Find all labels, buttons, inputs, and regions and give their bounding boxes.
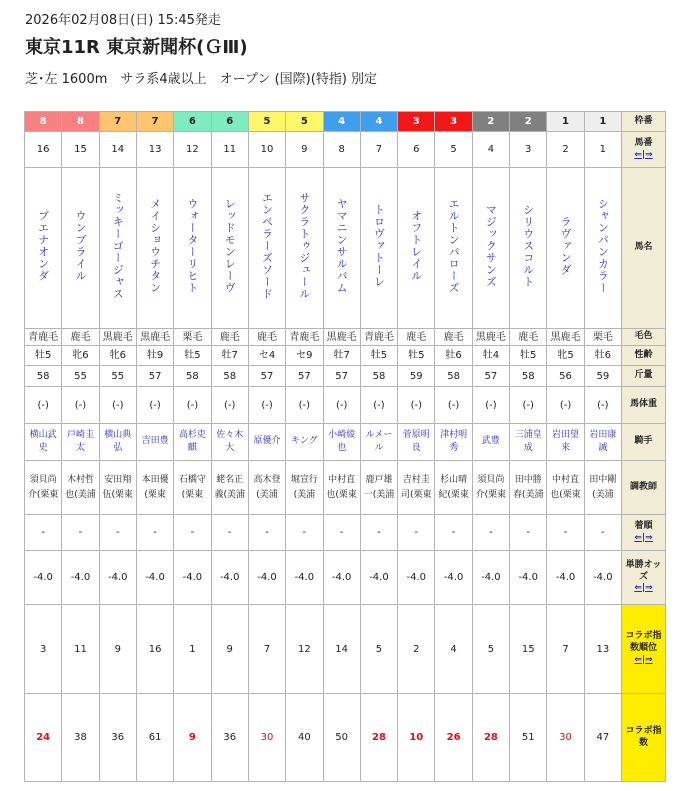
trainer-name: 堀宣行(美浦 xyxy=(290,475,318,500)
jockey-header: 騎手 xyxy=(622,424,666,461)
trainer-cell xyxy=(472,461,509,515)
bodyweight-cell: (-) xyxy=(510,387,547,424)
weight-cell: 55 xyxy=(62,366,99,387)
collab-rank-header xyxy=(622,605,666,694)
trainer-cell xyxy=(62,461,99,515)
trainer-name: 中村直也(栗東 xyxy=(326,475,357,500)
finish-cell: - xyxy=(323,515,360,551)
umaban-cell: 3 xyxy=(510,132,547,168)
finish-sort-link[interactable]: ⇐|⇒ xyxy=(634,532,653,543)
finish-cell: - xyxy=(435,515,472,551)
trainer-cell xyxy=(25,461,62,515)
trainer-name: 石橋守(栗東 xyxy=(178,475,206,500)
sexage-cell: 牡4 xyxy=(472,346,509,366)
jockey-name-link[interactable]: 岩田康誠 xyxy=(589,429,617,453)
jockey-name-link[interactable]: 三浦皇成 xyxy=(514,429,542,453)
collab-cell: 26 xyxy=(435,694,472,782)
odds-cell: -4.0 xyxy=(435,551,472,605)
race-datetime: 2026年02月08日(日) 15:45発走 xyxy=(25,13,221,28)
finish-row xyxy=(25,515,666,551)
jockey-cell xyxy=(398,424,435,461)
sexage-cell: 牡7 xyxy=(323,346,360,366)
jockey-name-link[interactable]: キング xyxy=(290,436,318,447)
umaban-cell: 14 xyxy=(99,132,136,168)
waku-cell: 3 xyxy=(435,112,472,132)
waku-cell: 2 xyxy=(472,112,509,132)
horse-name-link[interactable]: ミッキーゴージャス xyxy=(111,192,125,300)
horse-name-link[interactable]: ウンブライル xyxy=(73,210,87,282)
waku-cell: 5 xyxy=(286,112,323,132)
bodyweight-header: 馬体重 xyxy=(622,387,666,424)
trainer-cell xyxy=(510,461,547,515)
horse-name-link[interactable]: レッドモンレーヴ xyxy=(223,198,237,294)
coat-cell: 栗毛 xyxy=(584,329,621,346)
finish-cell: - xyxy=(286,515,323,551)
collab-rank-cell: 14 xyxy=(323,605,360,694)
collab-cell: 24 xyxy=(25,694,62,782)
finish-cell: - xyxy=(174,515,211,551)
horse-name-cell xyxy=(435,168,472,329)
finish-cell: - xyxy=(25,515,62,551)
finish-cell: - xyxy=(62,515,99,551)
jockey-name-link[interactable]: 菅原明良 xyxy=(402,429,430,453)
jockey-cell xyxy=(584,424,621,461)
odds-cell: -4.0 xyxy=(248,551,285,605)
coat-cell: 青鹿毛 xyxy=(25,329,62,346)
bodyweight-cell: (-) xyxy=(286,387,323,424)
horse-name-link[interactable]: ウォーターリヒト xyxy=(185,198,199,294)
coat-cell: 鹿毛 xyxy=(435,329,472,346)
umaban-cell: 11 xyxy=(211,132,248,168)
sexage-cell: 牡5 xyxy=(360,346,397,366)
bodyweight-cell: (-) xyxy=(25,387,62,424)
trainer-name: 高木登(美浦 xyxy=(253,475,281,500)
horse-name-link[interactable]: マジックサンズ xyxy=(484,204,498,288)
collab-rank-cell: 1 xyxy=(174,605,211,694)
umaban-sort-link[interactable]: ⇐|⇒ xyxy=(634,149,653,160)
waku-cell: 8 xyxy=(62,112,99,132)
odds-cell: -4.0 xyxy=(323,551,360,605)
trainer-name: 安田翔伍(栗東 xyxy=(102,475,134,500)
trainer-name: 鹿戸雄一(美浦 xyxy=(363,475,395,500)
weight-cell: 56 xyxy=(547,366,584,387)
trainer-name: 田中剛(美浦 xyxy=(589,475,617,500)
weight-cell: 58 xyxy=(211,366,248,387)
horse-name-link[interactable]: ラヴァンダ xyxy=(559,216,573,276)
horse-name-link[interactable]: ブエナオンダ xyxy=(36,210,50,282)
coat-row xyxy=(25,329,666,346)
sexage-cell: 牡7 xyxy=(211,346,248,366)
odds-cell: -4.0 xyxy=(286,551,323,605)
waku-cell: 2 xyxy=(510,112,547,132)
jockey-cell xyxy=(62,424,99,461)
horse-name-cell xyxy=(99,168,136,329)
trainer-name: 杉山晴紀(栗東 xyxy=(438,475,469,500)
odds-cell: -4.0 xyxy=(99,551,136,605)
horse-name-link[interactable]: シリウスコルト xyxy=(521,204,535,288)
horse-name-cell xyxy=(25,168,62,329)
odds-row xyxy=(25,551,666,605)
sexage-cell: 牡5 xyxy=(398,346,435,366)
finish-cell: - xyxy=(547,515,584,551)
odds-header xyxy=(622,551,666,605)
weight-cell: 58 xyxy=(510,366,547,387)
weight-cell: 58 xyxy=(360,366,397,387)
waku-cell: 7 xyxy=(136,112,173,132)
jockey-name-link[interactable]: 横山典弘 xyxy=(104,429,132,453)
trainer-cell xyxy=(398,461,435,515)
sexage-cell: 牡6 xyxy=(435,346,472,366)
odds-sort-link[interactable]: ⇐|⇒ xyxy=(634,583,653,594)
weight-cell: 58 xyxy=(435,366,472,387)
finish-header xyxy=(622,515,666,551)
jockey-name-link[interactable]: 吉田豊 xyxy=(141,436,169,447)
waku-header: 枠番 xyxy=(622,112,666,132)
jockey-cell xyxy=(174,424,211,461)
collab-cell: 36 xyxy=(99,694,136,782)
collab-rank-cell: 11 xyxy=(62,605,99,694)
waku-cell: 4 xyxy=(360,112,397,132)
trainer-name: 中村直也(栗東 xyxy=(550,475,581,500)
waku-cell: 5 xyxy=(248,112,285,132)
collab-rank-cell: 9 xyxy=(99,605,136,694)
collab-rank-cell: 16 xyxy=(136,605,173,694)
finish-cell: - xyxy=(99,515,136,551)
coat-cell: 青鹿毛 xyxy=(360,329,397,346)
race-conditions: 芝･左 1600m サラ系4歳以上 オープン (国際)(特指) 別定 xyxy=(25,72,378,87)
horse-name-link[interactable]: トロヴァトーレ xyxy=(372,204,386,288)
waku-cell: 6 xyxy=(211,112,248,132)
race-title: 東京11R 東京新聞杯(ＧⅢ) xyxy=(25,37,248,58)
horse-name-cell xyxy=(136,168,173,329)
coat-cell: 黒鹿毛 xyxy=(99,329,136,346)
weight-cell: 57 xyxy=(136,366,173,387)
odds-cell: -4.0 xyxy=(510,551,547,605)
trainer-name: 田中勝春(美浦 xyxy=(512,475,544,500)
jockey-name-link[interactable]: 原優介 xyxy=(253,436,281,447)
jockey-cell xyxy=(435,424,472,461)
weight-header: 斤量 xyxy=(622,366,666,387)
coat-cell: 鹿毛 xyxy=(211,329,248,346)
collab-rank-cell: 5 xyxy=(360,605,397,694)
jockey-name-link[interactable]: ルメール xyxy=(365,429,393,453)
trainer-name: 蛯名正義(美浦 xyxy=(214,475,245,500)
umaban-cell: 7 xyxy=(360,132,397,168)
odds-cell: -4.0 xyxy=(174,551,211,605)
trainer-cell xyxy=(360,461,397,515)
waku-cell: 6 xyxy=(174,112,211,132)
odds-cell: -4.0 xyxy=(360,551,397,605)
waku-row xyxy=(25,112,666,132)
jockey-cell xyxy=(211,424,248,461)
jockey-row xyxy=(25,424,666,461)
collab-cell: 61 xyxy=(136,694,173,782)
collab-rank-sort-link[interactable]: ⇐|⇒ xyxy=(634,654,653,665)
collab-header: コラボ指数 xyxy=(622,694,666,782)
collab-rank-cell: 5 xyxy=(472,605,509,694)
jockey-cell xyxy=(510,424,547,461)
trainer-name: 木村哲也(美浦 xyxy=(65,475,96,500)
collab-rank-cell: 2 xyxy=(398,605,435,694)
trainer-name: 須貝尚介(栗東 xyxy=(27,475,59,500)
weight-cell: 57 xyxy=(286,366,323,387)
bodyweight-cell: (-) xyxy=(547,387,584,424)
collab-cell: 38 xyxy=(62,694,99,782)
collab-cell: 51 xyxy=(510,694,547,782)
jockey-cell xyxy=(136,424,173,461)
jockey-name-link[interactable]: 戸崎圭太 xyxy=(66,429,94,453)
trainer-cell xyxy=(136,461,173,515)
collab-cell: 9 xyxy=(174,694,211,782)
waku-cell: 1 xyxy=(547,112,584,132)
race-entry-table xyxy=(24,111,666,782)
weight-cell: 57 xyxy=(248,366,285,387)
horse-name-link[interactable]: メイショウチタン xyxy=(148,198,162,294)
jockey-cell xyxy=(286,424,323,461)
trainer-cell xyxy=(435,461,472,515)
umaban-cell: 6 xyxy=(398,132,435,168)
collab-rank-row xyxy=(25,605,666,694)
umaban-cell: 16 xyxy=(25,132,62,168)
weight-cell: 57 xyxy=(323,366,360,387)
weight-cell: 58 xyxy=(25,366,62,387)
trainer-cell xyxy=(286,461,323,515)
collab-rank-cell: 15 xyxy=(510,605,547,694)
collab-cell: 36 xyxy=(211,694,248,782)
weight-cell: 57 xyxy=(472,366,509,387)
trainer-name: 本田優(栗東 xyxy=(141,475,169,500)
horse-name-cell xyxy=(398,168,435,329)
collab-rank-cell: 3 xyxy=(25,605,62,694)
finish-cell: - xyxy=(248,515,285,551)
horse-name-cell xyxy=(472,168,509,329)
jockey-cell xyxy=(547,424,584,461)
sexage-cell: 牡5 xyxy=(510,346,547,366)
trainer-cell xyxy=(211,461,248,515)
bodyweight-cell: (-) xyxy=(398,387,435,424)
finish-cell: - xyxy=(510,515,547,551)
bodyweight-cell: (-) xyxy=(136,387,173,424)
bodyweight-cell: (-) xyxy=(174,387,211,424)
odds-cell: -4.0 xyxy=(62,551,99,605)
weight-cell: 55 xyxy=(99,366,136,387)
odds-cell: -4.0 xyxy=(136,551,173,605)
trainer-name: 須貝尚介(栗東 xyxy=(475,475,507,500)
horse-name-cell xyxy=(360,168,397,329)
waku-cell: 8 xyxy=(25,112,62,132)
horse-name-cell xyxy=(248,168,285,329)
trainer-cell xyxy=(248,461,285,515)
odds-cell: -4.0 xyxy=(547,551,584,605)
coat-cell: 鹿毛 xyxy=(248,329,285,346)
horse-name-cell xyxy=(510,168,547,329)
finish-cell: - xyxy=(584,515,621,551)
sexage-cell: 牡5 xyxy=(174,346,211,366)
bodyweight-cell: (-) xyxy=(435,387,472,424)
coat-cell: 黒鹿毛 xyxy=(323,329,360,346)
horse-name-cell xyxy=(547,168,584,329)
umaban-cell: 12 xyxy=(174,132,211,168)
horse-name-cell xyxy=(211,168,248,329)
horse-name-cell xyxy=(62,168,99,329)
coat-cell: 栗毛 xyxy=(174,329,211,346)
jockey-cell xyxy=(248,424,285,461)
bodyweight-cell: (-) xyxy=(323,387,360,424)
umaban-cell: 4 xyxy=(472,132,509,168)
umaban-cell: 1 xyxy=(584,132,621,168)
trainer-cell xyxy=(584,461,621,515)
umaban-cell: 2 xyxy=(547,132,584,168)
horse-name-link[interactable]: エンペラーズソード xyxy=(260,192,274,300)
collab-cell: 30 xyxy=(547,694,584,782)
collab-cell: 28 xyxy=(472,694,509,782)
coat-cell: 黒鹿毛 xyxy=(547,329,584,346)
coat-cell: 鹿毛 xyxy=(62,329,99,346)
trainer-cell xyxy=(174,461,211,515)
horse-name-cell xyxy=(174,168,211,329)
bodyweight-cell: (-) xyxy=(472,387,509,424)
sexage-header: 性齢 xyxy=(622,346,666,366)
horse-name-cell xyxy=(323,168,360,329)
umaban-cell: 15 xyxy=(62,132,99,168)
coat-cell: 黒鹿毛 xyxy=(136,329,173,346)
bodyweight-cell: (-) xyxy=(584,387,621,424)
collab-rank-cell: 12 xyxy=(286,605,323,694)
collab-cell: 30 xyxy=(248,694,285,782)
trainer-cell xyxy=(323,461,360,515)
jockey-cell xyxy=(25,424,62,461)
trainer-cell xyxy=(547,461,584,515)
collab-rank-cell: 13 xyxy=(584,605,621,694)
name-header: 馬名 xyxy=(622,168,666,329)
coat-cell: 青鹿毛 xyxy=(286,329,323,346)
odds-cell: -4.0 xyxy=(398,551,435,605)
waku-cell: 1 xyxy=(584,112,621,132)
horse-name-link[interactable]: オフトレイル xyxy=(409,210,423,282)
umaban-cell: 13 xyxy=(136,132,173,168)
bodyweight-cell: (-) xyxy=(211,387,248,424)
coat-header: 毛色 xyxy=(622,329,666,346)
sexage-cell: セ9 xyxy=(286,346,323,366)
umaban-row xyxy=(25,132,666,168)
collab-rank-cell: 4 xyxy=(435,605,472,694)
collab-rank-cell: 9 xyxy=(211,605,248,694)
collab-cell: 40 xyxy=(286,694,323,782)
weight-cell: 59 xyxy=(398,366,435,387)
sexage-cell: セ4 xyxy=(248,346,285,366)
weight-cell: 58 xyxy=(174,366,211,387)
finish-cell: - xyxy=(211,515,248,551)
finish-label: 着順 xyxy=(634,520,653,531)
horse-name-link[interactable]: エルトンバローズ xyxy=(447,198,461,294)
bodyweight-cell: (-) xyxy=(248,387,285,424)
finish-cell: - xyxy=(136,515,173,551)
horse-name-link[interactable]: シャンパンカラー xyxy=(596,198,610,294)
jockey-name-link[interactable]: 武豊 xyxy=(481,436,500,447)
odds-label: 単勝オッズ xyxy=(625,559,662,582)
waku-cell: 7 xyxy=(99,112,136,132)
waku-cell: 4 xyxy=(323,112,360,132)
sexage-cell: 牡6 xyxy=(584,346,621,366)
weight-row xyxy=(25,366,666,387)
jockey-name-link[interactable]: 佐々木大 xyxy=(216,429,244,453)
collab-cell: 47 xyxy=(584,694,621,782)
sexage-cell: 牝5 xyxy=(547,346,584,366)
trainer-cell xyxy=(99,461,136,515)
jockey-name-link[interactable]: 小崎綾也 xyxy=(328,429,356,453)
waku-cell: 3 xyxy=(398,112,435,132)
bodyweight-cell: (-) xyxy=(99,387,136,424)
jockey-name-link[interactable]: 岩田望来 xyxy=(552,429,580,453)
horse-name-link[interactable]: サクラトゥジュール xyxy=(297,192,311,300)
jockey-name-link[interactable]: 横山武史 xyxy=(29,429,57,453)
jockey-cell xyxy=(99,424,136,461)
collab-rank-cell: 7 xyxy=(547,605,584,694)
odds-cell: -4.0 xyxy=(584,551,621,605)
umaban-cell: 8 xyxy=(323,132,360,168)
sexage-cell: 牡9 xyxy=(136,346,173,366)
collab-rank-cell: 7 xyxy=(248,605,285,694)
umaban-label: 馬番 xyxy=(634,137,653,148)
odds-cell: -4.0 xyxy=(25,551,62,605)
jockey-name-link[interactable]: 津村明秀 xyxy=(440,429,468,453)
collab-cell: 28 xyxy=(360,694,397,782)
horse-name-cell xyxy=(584,168,621,329)
collab-cell: 10 xyxy=(398,694,435,782)
collab-row xyxy=(25,694,666,782)
jockey-cell xyxy=(472,424,509,461)
trainer-name: 吉村圭司(栗東 xyxy=(401,475,432,500)
sexage-row xyxy=(25,346,666,366)
finish-cell: - xyxy=(360,515,397,551)
collab-cell: 50 xyxy=(323,694,360,782)
finish-cell: - xyxy=(398,515,435,551)
collab-rank-label: コラボ指数順位 xyxy=(625,631,662,654)
trainer-header: 調教師 xyxy=(622,461,666,515)
coat-cell: 黒鹿毛 xyxy=(472,329,509,346)
finish-cell: - xyxy=(472,515,509,551)
umaban-cell: 9 xyxy=(286,132,323,168)
horse-name-cell xyxy=(286,168,323,329)
sexage-cell: 牝6 xyxy=(62,346,99,366)
jockey-name-link[interactable]: 高杉吏麒 xyxy=(178,429,206,453)
horse-name-link[interactable]: ヤマニンサルバム xyxy=(335,198,349,294)
coat-cell: 鹿毛 xyxy=(510,329,547,346)
sexage-cell: 牡5 xyxy=(25,346,62,366)
umaban-header xyxy=(622,132,666,168)
jockey-cell xyxy=(323,424,360,461)
jockey-cell xyxy=(360,424,397,461)
odds-cell: -4.0 xyxy=(211,551,248,605)
umaban-cell: 10 xyxy=(248,132,285,168)
name-row xyxy=(25,168,666,329)
coat-cell: 鹿毛 xyxy=(398,329,435,346)
sexage-cell: 牝6 xyxy=(99,346,136,366)
bodyweight-cell: (-) xyxy=(360,387,397,424)
odds-cell: -4.0 xyxy=(472,551,509,605)
bodyweight-row xyxy=(25,387,666,424)
bodyweight-cell: (-) xyxy=(62,387,99,424)
trainer-row xyxy=(25,461,666,515)
weight-cell: 59 xyxy=(584,366,621,387)
umaban-cell: 5 xyxy=(435,132,472,168)
